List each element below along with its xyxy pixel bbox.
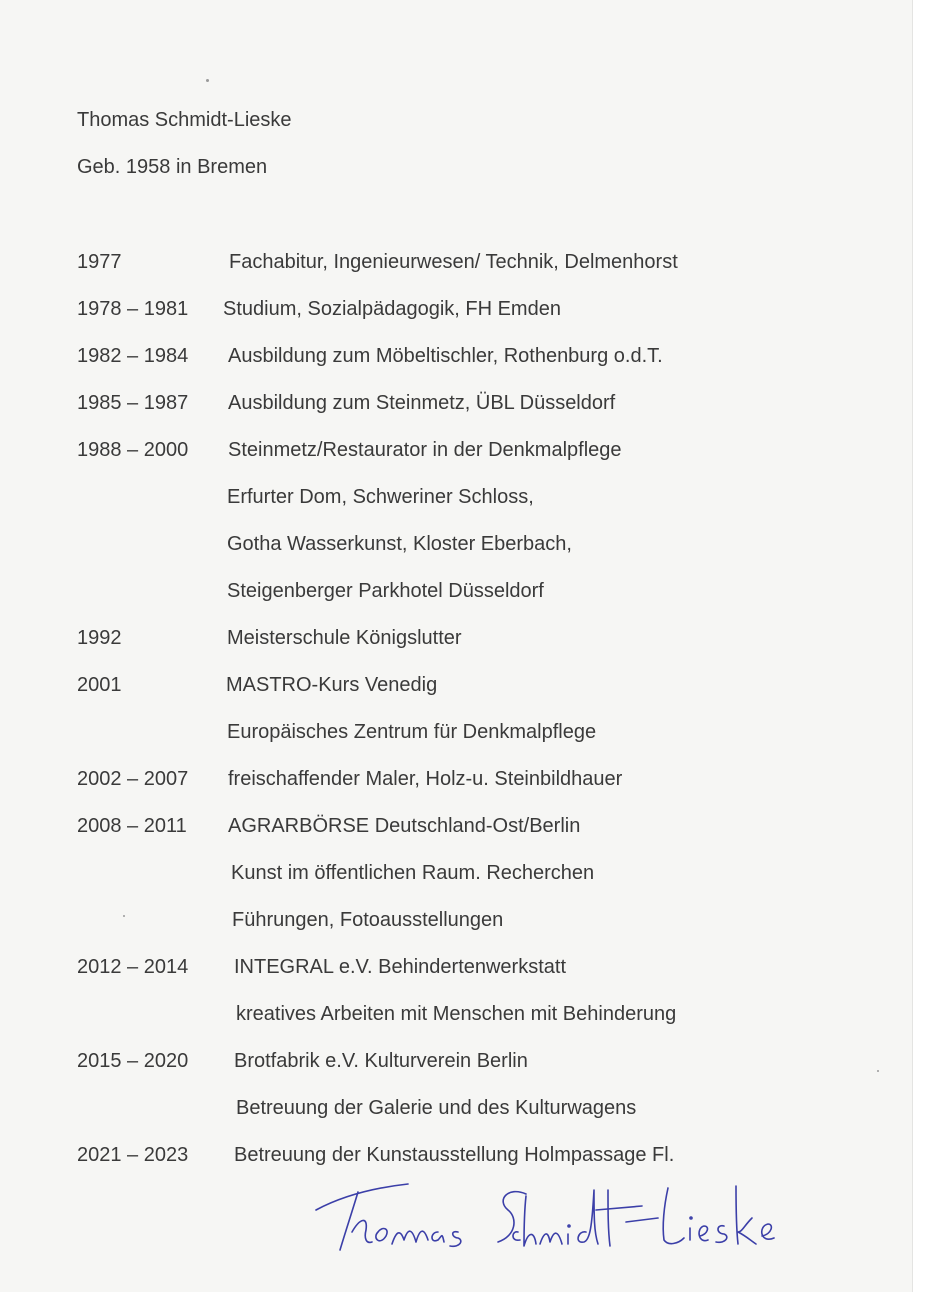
timeline-year: 2021 – 2023	[77, 1144, 189, 1166]
timeline-entry: INTEGRAL e.V. Behindertenwerkstatt	[234, 956, 567, 978]
timeline-year: 2008 – 2011	[77, 815, 187, 837]
timeline-entry: Steinmetz/Restaurator in der Denkmalpflege	[228, 439, 622, 461]
timeline-entry-continued: Kunst im öffentlichen Raum. Recherchen	[231, 862, 595, 884]
timeline-entry: Meisterschule Königslutter	[227, 627, 462, 649]
scan-speck	[206, 79, 209, 82]
timeline-entry-continued: kreatives Arbeiten mit Menschen mit Behinderung	[236, 1003, 677, 1025]
timeline-entry-continued: Europäisches Zentrum für Denkmalpflege	[227, 721, 597, 743]
timeline-year: 2012 – 2014	[77, 956, 189, 978]
timeline-entry: AGRARBÖRSE Deutschland-Ost/Berlin	[228, 815, 581, 837]
timeline-entry-continued: Gotha Wasserkunst, Kloster Eberbach,	[227, 533, 572, 555]
timeline-year: 1985 – 1987	[77, 392, 189, 414]
handwritten-signature	[312, 1166, 782, 1256]
timeline-entry: MASTRO-Kurs Venedig	[226, 674, 438, 696]
timeline-entry: Betreuung der Kunstausstellung Holmpassage Fl.	[234, 1144, 675, 1166]
timeline-entry: Ausbildung zum Steinmetz, ÜBL Düsseldorf	[228, 392, 616, 414]
timeline-year: 1982 – 1984	[77, 345, 189, 367]
timeline-entry: freischaffender Maler, Holz-u. Steinbildhauer	[228, 768, 623, 790]
timeline-entry-continued: Betreuung der Galerie und des Kulturwagens	[236, 1097, 637, 1119]
timeline-year: 2001	[77, 674, 122, 696]
timeline-entry: Ausbildung zum Möbeltischler, Rothenburg o.d.T.	[228, 345, 663, 367]
timeline-entry: Studium, Sozialpädagogik, FH Emden	[223, 298, 561, 320]
timeline-entry-continued: Steigenberger Parkhotel Düsseldorf	[227, 580, 544, 602]
timeline-entry-continued: Erfurter Dom, Schweriner Schloss,	[227, 486, 534, 508]
author-name: Thomas Schmidt-Lieske	[77, 109, 292, 131]
timeline-year: 1978 – 1981	[77, 298, 189, 320]
birth-info: Geb. 1958 in Bremen	[77, 156, 268, 178]
timeline-year: 1977	[77, 251, 122, 273]
timeline-year: 2015 – 2020	[77, 1050, 189, 1072]
timeline-year: 2002 – 2007	[77, 768, 189, 790]
scan-speck	[123, 915, 125, 917]
timeline-year: 1988 – 2000	[77, 439, 189, 461]
timeline-entry: Fachabitur, Ingenieurwesen/ Technik, Delmenhorst	[229, 251, 678, 273]
scan-speck	[877, 1070, 879, 1072]
timeline-year: 1992	[77, 627, 122, 649]
timeline-entry-continued: Führungen, Fotoausstellungen	[232, 909, 504, 931]
timeline-entry: Brotfabrik e.V. Kulturverein Berlin	[234, 1050, 528, 1072]
